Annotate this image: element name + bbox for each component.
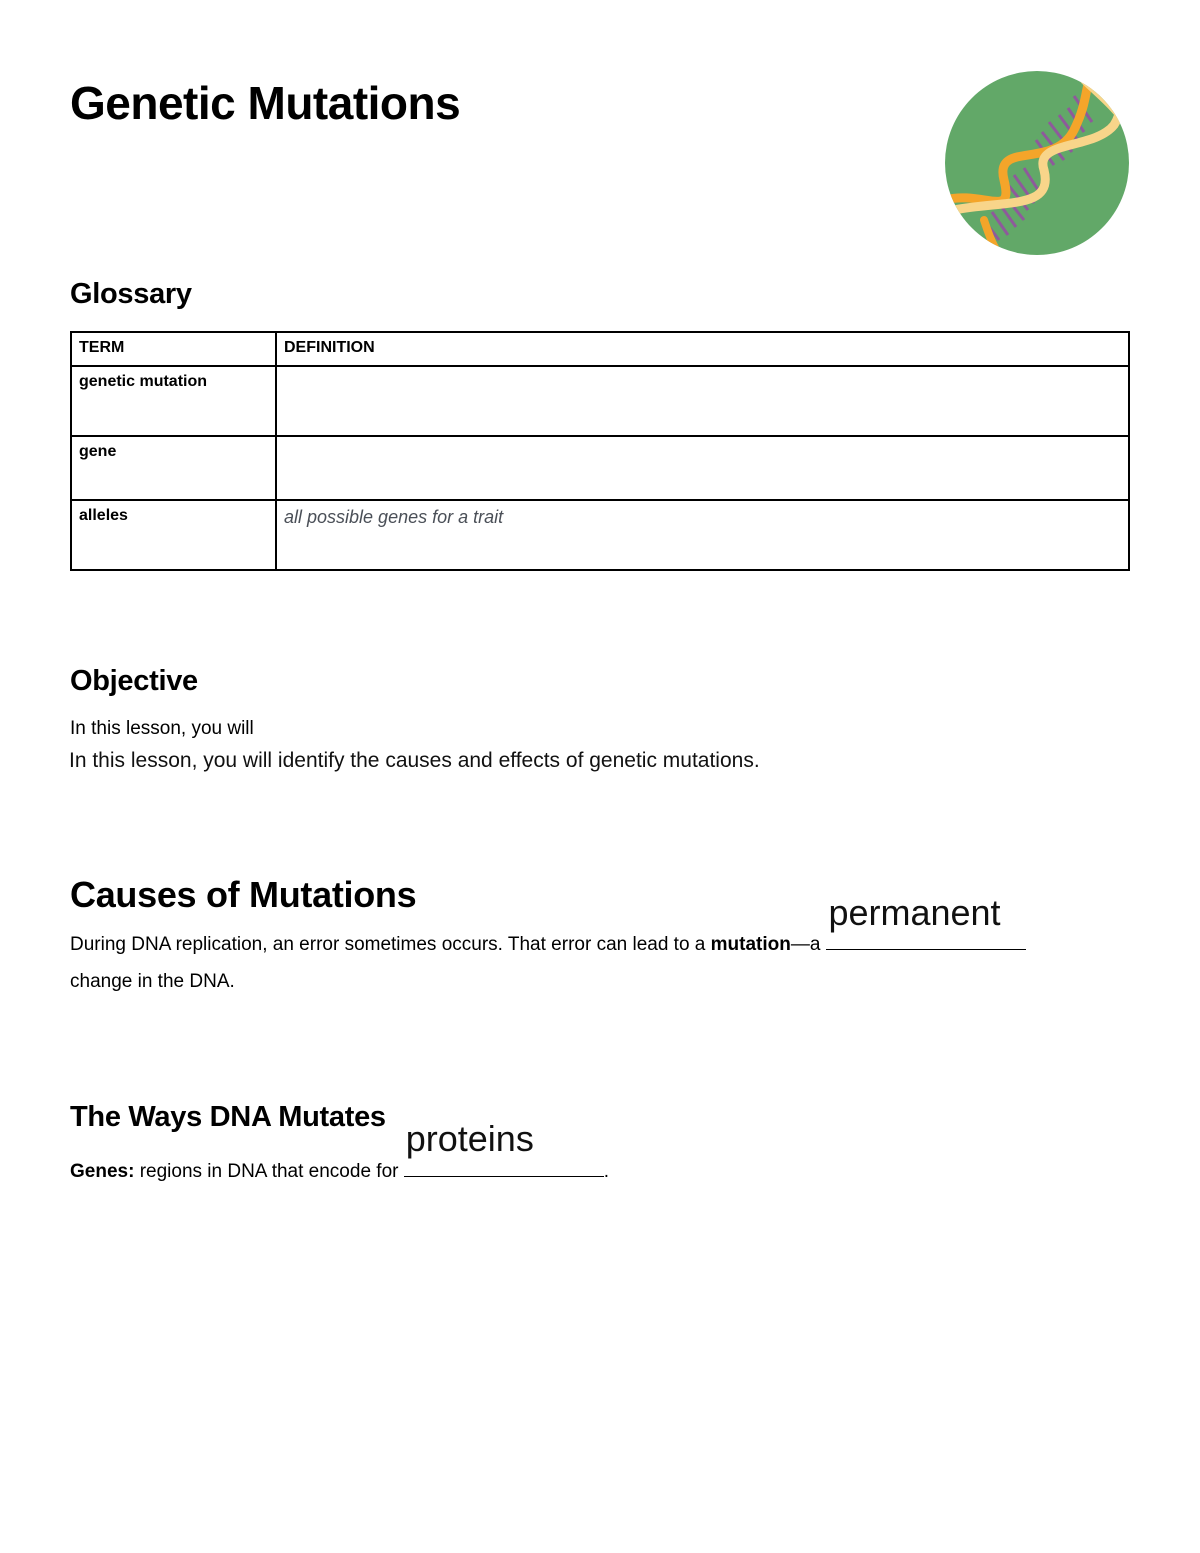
blank-answer: proteins — [405, 1118, 534, 1159]
definition-cell[interactable] — [276, 366, 1129, 436]
objective-heading: Objective — [70, 665, 198, 697]
objective-answer[interactable]: In this lesson, you will identify the causes and effects of genetic mutations. — [69, 749, 760, 772]
causes-sentence: During DNA replication, an error sometimes occurs. That error can lead to a mutation—a permanent — [70, 927, 1150, 956]
genes-label: Genes: — [70, 1161, 135, 1182]
mutation-term: mutation — [710, 934, 791, 955]
definition-cell[interactable] — [276, 436, 1129, 500]
glossary-heading: Glossary — [70, 278, 192, 310]
dna-helix-icon — [944, 70, 1130, 256]
term-cell: alleles — [71, 500, 276, 570]
page-title: Genetic Mutations — [70, 77, 461, 129]
fill-blank-proteins[interactable] — [404, 1118, 604, 1177]
table-row — [71, 500, 1129, 570]
term-cell: genetic mutation — [71, 366, 276, 436]
definition-cell[interactable] — [276, 500, 1129, 570]
table-row — [71, 366, 1129, 436]
definition-answer: all possible genes for a trait — [284, 507, 504, 527]
glossary-table — [70, 331, 1130, 571]
table-row — [71, 436, 1129, 500]
objective-prompt: In this lesson, you will — [70, 718, 254, 739]
term-cell: gene — [71, 436, 276, 500]
causes-continuation: change in the DNA. — [70, 971, 235, 992]
causes-heading: Causes of Mutations — [70, 874, 417, 915]
ways-heading: The Ways DNA Mutates — [70, 1101, 386, 1133]
blank-answer: permanent — [828, 892, 1001, 933]
definition-column-header: DEFINITION — [276, 332, 1129, 366]
table-header-row — [71, 332, 1129, 366]
term-column-header: TERM — [71, 332, 276, 366]
genes-definition: Genes: regions in DNA that encode for proteins . — [70, 1118, 610, 1182]
fill-blank-permanent[interactable] — [826, 892, 1026, 950]
